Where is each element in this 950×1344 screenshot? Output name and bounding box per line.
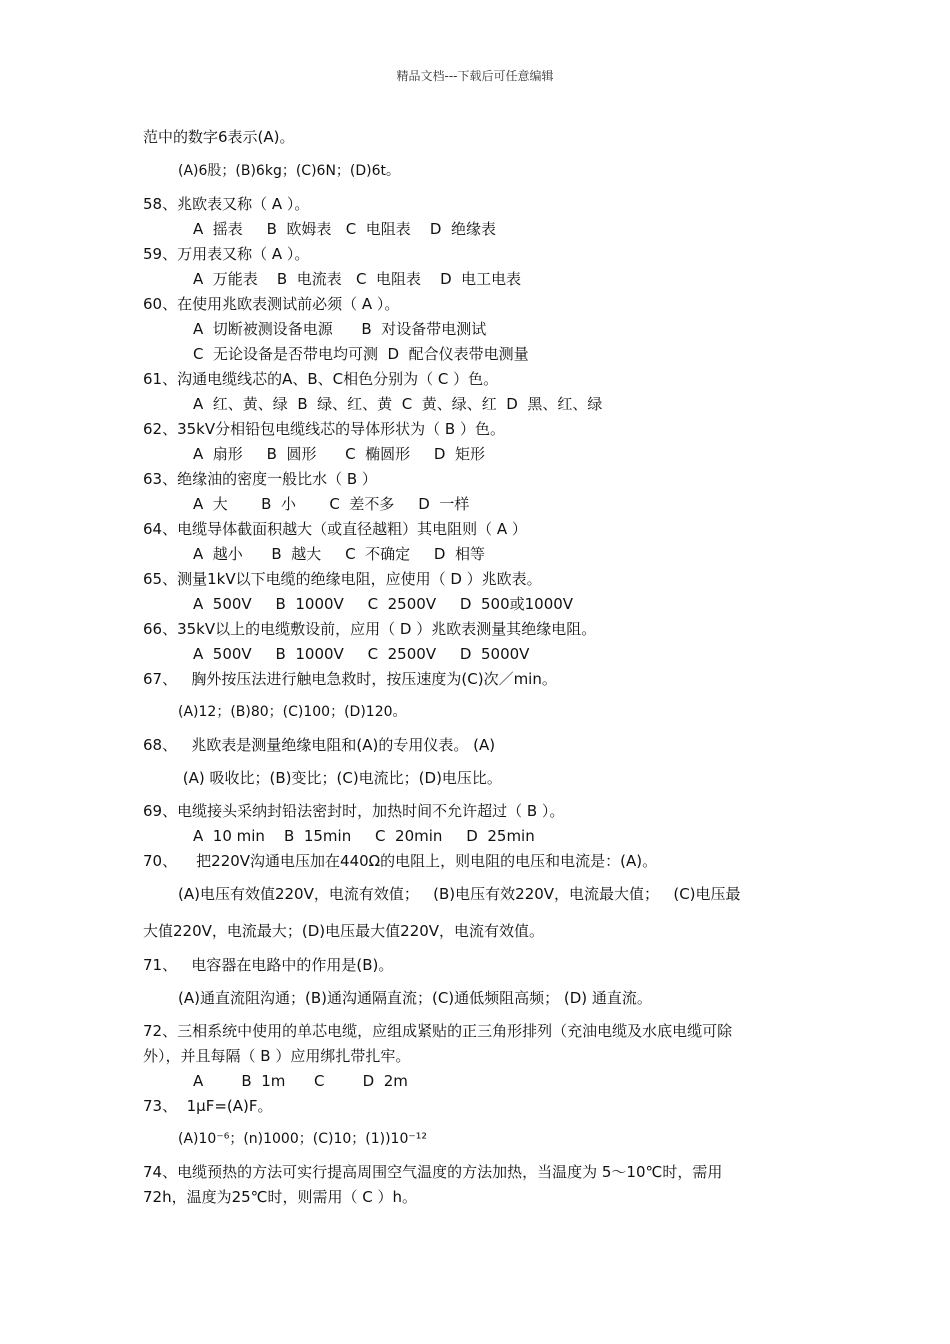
text-line: (A)12；(B)80；(C)100；(D)120。: [178, 704, 407, 720]
text-line: A 500V B 1000V C 2500V D 500或1000V: [193, 595, 574, 613]
text-line: 69、电缆接头采纳封铅法密封时，加热时间不允许超过（ B ）。: [143, 802, 565, 820]
text-line: 58、兆欧表又称（ A ）。: [143, 195, 310, 213]
text-line: A 切断被测设备电源 B 对设备带电测试: [193, 320, 487, 338]
text-line: 63、绝缘油的密度一般比水（ B ）: [143, 470, 377, 488]
page-header: 精品文档---下载后可任意编辑: [396, 69, 554, 83]
text-line: 72、三相系统中使用的单芯电缆，应组成紧贴的正三角形排列（充油电缆及水底电缆可除: [143, 1022, 733, 1040]
text-line: A 摇表 B 欧姆表 C 电阻表 D 绝缘表: [193, 220, 496, 238]
text-line: 74、电缆预热的方法可实行提高周围空气温度的方法加热，当温度为 5～10℃时，需用: [143, 1163, 723, 1181]
text-line: A 大 B 小 C 差不多 D 一样: [193, 495, 470, 513]
text-line: A 500V B 1000V C 2500V D 5000V: [193, 645, 530, 663]
text-line: (A)6股；(B)6kg；(C)6N；(D)6t。: [178, 163, 401, 179]
text-line: A 扇形 B 圆形 C 椭圆形 D 矩形: [193, 445, 486, 463]
text-line: A B 1m C D 2m: [193, 1072, 408, 1090]
text-line: (A) 吸收比；(B)变比；(C)电流比；(D)电压比。: [178, 769, 502, 787]
text-line: (A)电压有效值220V，电流有效值； (B)电压有效220V，电流最大值； (C)电压最: [178, 885, 741, 903]
text-line: 62、35kV分相铅包电缆线芯的导体形状为（ B ）色。: [143, 420, 505, 438]
text-line: 范中的数字6表示(A)。: [143, 128, 295, 146]
text-line: 59、万用表又称（ A ）。: [143, 245, 310, 263]
text-line: C 无论设备是否带电均可测 D 配合仪表带电测量: [193, 345, 529, 363]
text-line: (A)10⁻⁶；(n)1000；(C)10；(1))10⁻¹²: [178, 1131, 427, 1147]
text-line: 71、 电容器在电路中的作用是(B)。: [143, 956, 394, 974]
text-line: 68、 兆欧表是测量绝缘电阻和(A)的专用仪表。 (A): [143, 736, 496, 754]
text-line: 66、35kV以上的电缆敷设前，应用（ D ）兆欧表测量其绝缘电阻。: [143, 620, 597, 638]
text-line: 64、电缆导体截面积越大（或直径越粗）其电阻则（ A ）: [143, 520, 527, 538]
text-line: 65、测量1kV以下电缆的绝缘电阻，应使用（ D ）兆欧表。: [143, 570, 542, 588]
text-line: (A)通直流阻沟通；(B)通沟通隔直流；(C)通低频阻高频； (D) 通直流。: [178, 989, 652, 1007]
text-line: 73、 1μF=(A)F。: [143, 1097, 273, 1115]
text-line: 72h，温度为25℃时，则需用（ C ）h。: [143, 1188, 418, 1206]
text-line: A 红、黄、绿 B 绿、红、黄 C 黄、绿、红 D 黑、红、绿: [193, 395, 603, 413]
text-line: 70、 把220V沟通电压加在440Ω的电阻上，则电阻的电压和电流是：(A)。: [143, 852, 658, 870]
text-line: 外），并且每隔（ B ）应用绑扎带扎牢。: [143, 1047, 411, 1065]
text-line: A 越小 B 越大 C 不确定 D 相等: [193, 545, 486, 563]
text-line: A 万能表 B 电流表 C 电阻表 D 电工电表: [193, 270, 522, 288]
text-line: A 10 min B 15min C 20min D 25min: [193, 827, 535, 845]
text-line: 61、沟通电缆线芯的A、B、C相色分别为（ C ）色。: [143, 370, 499, 388]
text-line: 67、 胸外按压法进行触电急救时，按压速度为(C)次／min。: [143, 670, 557, 688]
text-line: 大值220V，电流最大；(D)电压最大值220V，电流有效值。: [143, 922, 545, 940]
text-line: 60、在使用兆欧表测试前必须（ A ）。: [143, 295, 400, 313]
